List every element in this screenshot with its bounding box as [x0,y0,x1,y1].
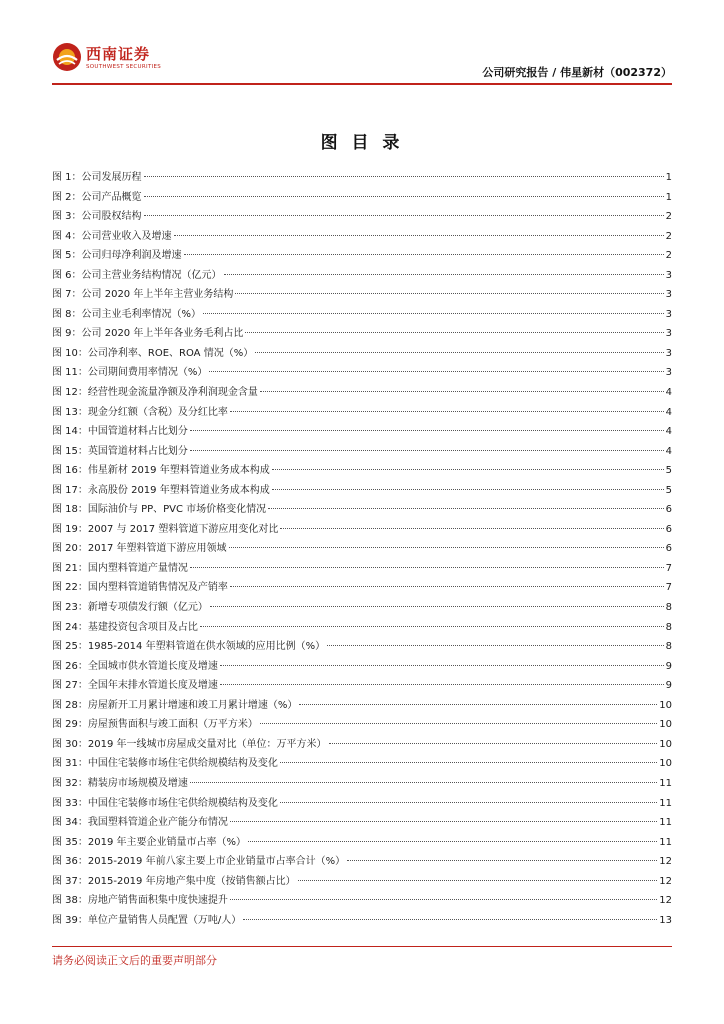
toc-item-label[interactable]: 图 4：公司营业收入及增速 [52,230,172,242]
header-divider [52,83,672,85]
toc-item[interactable] [52,324,672,344]
toc-dot-leader [220,665,664,666]
toc-item[interactable] [52,461,672,481]
toc-dot-leader [329,743,658,744]
toc-item-label[interactable]: 图 38：房地产销售面积集中度快速提升 [52,895,228,907]
toc-item[interactable] [52,637,672,657]
toc-item[interactable] [52,363,672,383]
toc-item-page[interactable]: 11 [659,777,672,789]
toc-item[interactable] [52,735,672,755]
toc-dot-leader [190,567,664,568]
toc-dot-leader [280,528,663,529]
toc-item-page[interactable]: 1 [665,191,672,203]
toc-dot-leader [209,371,663,372]
toc-dot-leader [235,293,663,294]
toc-item[interactable] [52,657,672,677]
toc-item-label[interactable]: 图 3：公司股权结构 [52,211,142,223]
toc-item-label[interactable]: 图 35：2019 年主要企业销量市占率（%） [52,836,247,848]
toc-item-label[interactable]: 图 18：国际油价与 PP、PVC 市场价格变化情况 [52,504,267,516]
toc-dot-leader [268,508,663,509]
toc-item[interactable] [52,403,672,423]
report-title: 公司研究报告 / 伟星新材（002372） [482,66,672,79]
toc-item-page[interactable]: 4 [665,387,672,399]
company-logo [52,40,162,80]
toc-item[interactable] [52,813,672,833]
toc-dot-leader [200,626,664,627]
toc-dot-leader [230,586,664,587]
toc-item-page[interactable]: 8 [665,621,672,633]
toc-dot-leader [230,899,657,900]
toc-item[interactable] [52,774,672,794]
toc-item-label[interactable]: 图 28：房屋新开工月累计增速和竣工月累计增速（%） [52,699,298,711]
toc-item-label[interactable]: 图 7：公司 2020 年上半年主营业务结构 [52,289,234,301]
toc-item[interactable] [52,285,672,305]
toc-item-label[interactable]: 图 17：永高股份 2019 年塑料管道业务成本构成 [52,484,270,496]
toc-item[interactable] [52,442,672,462]
toc-dot-leader [144,196,664,197]
toc-item[interactable] [52,246,672,266]
toc-item-label[interactable]: 图 23：新增专项债发行额（亿元） [52,602,208,614]
toc-dot-leader [190,450,664,451]
toc-item-label[interactable]: 图 34：我国塑料管道企业产能分布情况 [52,817,228,829]
toc-item-page[interactable]: 11 [659,836,672,848]
toc-item-label[interactable]: 图 9：公司 2020 年上半年各业务毛利占比 [52,328,244,340]
figure-toc-list [52,168,672,930]
toc-item-page[interactable]: 3 [665,289,672,301]
toc-item-label[interactable]: 图 37：2015-2019 年房地产集中度（按销售额占比） [52,875,296,887]
toc-item[interactable] [52,520,672,540]
toc-item[interactable] [52,559,672,579]
toc-item[interactable] [52,598,672,618]
toc-item-label[interactable]: 图 10：公司净利率、ROE、ROA 情况（%） [52,347,254,359]
toc-item-page[interactable]: 2 [665,250,672,262]
toc-item[interactable] [52,207,672,227]
toc-dot-leader [230,411,664,412]
toc-item[interactable] [52,500,672,520]
toc-item[interactable] [52,754,672,774]
toc-dot-leader [184,254,664,255]
toc-item[interactable] [52,696,672,716]
toc-dot-leader [210,606,664,607]
toc-item-label[interactable]: 图 30：2019 年一线城市房屋成交量对比（单位：万平方米） [52,738,327,750]
toc-item-page[interactable]: 2 [665,230,672,242]
toc-dot-leader [248,841,657,842]
toc-item-page[interactable]: 10 [659,699,672,711]
logo-english-text: SOUTHWEST SECURITIES [86,64,162,70]
toc-item-page[interactable]: 10 [659,738,672,750]
toc-dot-leader [272,489,664,490]
toc-item[interactable] [52,676,672,696]
toc-dot-leader [190,430,664,431]
logo-emblem-icon [52,42,82,72]
toc-item[interactable] [52,168,672,188]
toc-item-label[interactable]: 图 20：2017 年塑料管道下游应用领域 [52,543,227,555]
toc-item-label[interactable]: 图 33：中国住宅装修市场住宅供给规模结构及变化 [52,797,278,809]
toc-item[interactable] [52,891,672,911]
toc-item[interactable] [52,344,672,364]
toc-item-label[interactable]: 图 2：公司产品概览 [52,191,142,203]
toc-item-page[interactable]: 7 [665,582,672,594]
toc-item-label[interactable]: 图 39：单位产量销售人员配置（万吨/人） [52,914,242,926]
toc-item-page[interactable]: 8 [665,641,672,653]
toc-item-page[interactable]: 3 [665,367,672,379]
toc-item-label[interactable]: 图 13：现金分红额（含税）及分红比率 [52,406,228,418]
toc-item-page[interactable]: 5 [665,484,672,496]
toc-item-page[interactable]: 13 [659,914,672,926]
toc-item-page[interactable]: 5 [665,465,672,477]
toc-item-label[interactable]: 图 32：精装房市场规模及增速 [52,777,188,789]
toc-item[interactable] [52,383,672,403]
toc-item-label[interactable]: 图 29：房屋预售面积与竣工面积（万平方米） [52,719,258,731]
toc-item[interactable] [52,833,672,853]
toc-item-label[interactable]: 图 12：经营性现金流量净额及净利润现金含量 [52,387,258,399]
toc-item-label[interactable]: 图 24：基建投资包含项目及占比 [52,621,198,633]
toc-item-page[interactable]: 4 [665,406,672,418]
toc-item-page[interactable]: 2 [665,211,672,223]
toc-item-label[interactable]: 图 26：全国城市供水管道长度及增速 [52,660,218,672]
toc-dot-leader [203,313,664,314]
toc-dot-leader [243,919,657,920]
toc-item[interactable] [52,618,672,638]
toc-item[interactable] [52,852,672,872]
toc-item-page[interactable]: 10 [659,758,672,770]
toc-item-page[interactable]: 1 [665,172,672,183]
toc-item-page[interactable]: 9 [665,680,672,692]
toc-item[interactable] [52,872,672,892]
toc-item-label[interactable]: 图 1：公司发展历程 [52,172,142,183]
toc-dot-leader [327,645,664,646]
toc-dot-leader [224,274,664,275]
toc-item-page[interactable]: 11 [659,797,672,809]
toc-item-page[interactable]: 3 [665,269,672,281]
toc-dot-leader [347,860,657,861]
toc-item-page[interactable]: 10 [659,719,672,731]
toc-item-page[interactable]: 12 [659,875,672,887]
toc-item-label[interactable]: 图 8：公司主业毛利率情况（%） [52,308,202,320]
toc-item-page[interactable]: 6 [665,504,672,516]
toc-item-page[interactable]: 3 [665,308,672,320]
toc-item-page[interactable]: 12 [659,856,672,868]
toc-item-page[interactable]: 6 [665,543,672,555]
toc-item-label[interactable]: 图 22：国内塑料管道销售情况及产销率 [52,582,228,594]
toc-dot-leader [174,235,664,236]
toc-item-label[interactable]: 图 25：1985-2014 年塑料管道在供水领域的应用比例（%） [52,641,326,653]
toc-item-label[interactable]: 图 14：中国管道材料占比划分 [52,426,188,438]
toc-item[interactable] [52,715,672,735]
toc-item-label[interactable]: 图 31：中国住宅装修市场住宅供给规模结构及变化 [52,758,278,770]
toc-item[interactable] [52,227,672,247]
toc-dot-leader [144,215,664,216]
toc-item-label[interactable]: 图 16：伟星新材 2019 年塑料管道业务成本构成 [52,465,270,477]
toc-item-label[interactable]: 图 27：全国年末排水管道长度及增速 [52,680,218,692]
toc-item[interactable] [52,422,672,442]
toc-item-page[interactable]: 7 [665,562,672,574]
toc-item[interactable] [52,481,672,501]
toc-item-page[interactable]: 6 [665,523,672,535]
toc-dot-leader [190,782,657,783]
page-header [52,40,672,82]
toc-item[interactable] [52,911,672,931]
toc-dot-leader [144,176,664,177]
footer-disclaimer: 请务必阅读正文后的重要声明部分 [52,954,217,967]
toc-item[interactable] [52,266,672,286]
toc-item-label[interactable]: 图 5：公司归母净利润及增速 [52,250,182,262]
toc-item-page[interactable]: 12 [659,895,672,907]
toc-dot-leader [260,391,664,392]
toc-item[interactable] [52,305,672,325]
toc-item[interactable] [52,794,672,814]
toc-item[interactable] [52,578,672,598]
toc-item-page[interactable]: 11 [659,817,672,829]
toc-dot-leader [272,469,664,470]
toc-dot-leader [245,332,663,333]
toc-item-page[interactable]: 3 [665,347,672,359]
toc-dot-leader [299,704,657,705]
toc-dot-leader [298,880,658,881]
toc-item-page[interactable]: 9 [665,660,672,672]
toc-item-label[interactable]: 图 36：2015-2019 年前八家主要上市企业销量市占率合计（%） [52,856,346,868]
toc-item-page[interactable]: 4 [665,426,672,438]
toc-dot-leader [220,684,664,685]
toc-dot-leader [255,352,663,353]
toc-item[interactable] [52,539,672,559]
toc-dot-leader [229,547,664,548]
footer-divider [52,946,672,947]
toc-dot-leader [280,802,657,803]
toc-dot-leader [230,821,657,822]
toc-item-label[interactable]: 图 6：公司主营业务结构情况（亿元） [52,269,222,281]
toc-dot-leader [260,723,657,724]
toc-item-label[interactable]: 图 21：国内塑料管道产量情况 [52,562,188,574]
logo-chinese-text: 西南证券 [86,45,151,63]
toc-item-page[interactable]: 3 [665,328,672,340]
toc-item-label[interactable]: 图 15：英国管道材料占比划分 [52,445,188,457]
toc-item-page[interactable]: 4 [665,445,672,457]
toc-item-label[interactable]: 图 19：2007 与 2017 塑料管道下游应用变化对比 [52,523,279,535]
toc-title: 图 目 录 [320,133,404,153]
toc-item[interactable] [52,188,672,208]
toc-dot-leader [280,762,657,763]
toc-item-page[interactable]: 8 [665,602,672,614]
toc-item-label[interactable]: 图 11：公司期间费用率情况（%） [52,367,208,379]
